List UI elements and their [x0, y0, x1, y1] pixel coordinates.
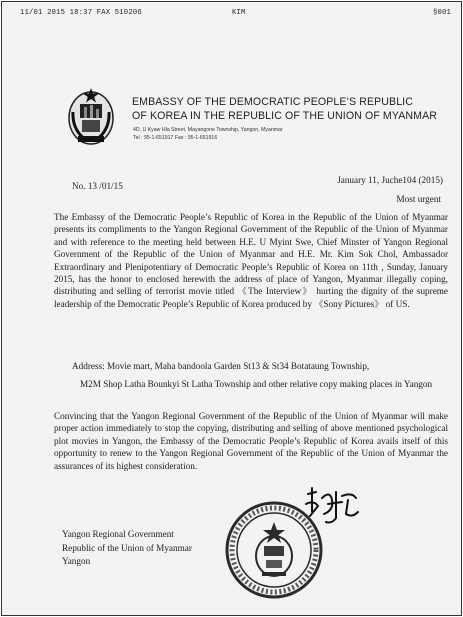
fax-page-number: §001	[432, 9, 451, 17]
recipient-block	[62, 528, 192, 569]
priority-label: Most urgent	[396, 194, 441, 204]
recipient-line-1: Yangon Regional Government	[62, 529, 174, 539]
letterhead-address: 4D, U Kyaw Hla Street, Mayangone Township, Yangon, Myanmar	[133, 127, 283, 133]
letterhead-line-1: EMBASSY OF THE DEMOCRATIC PEOPLE’S REPUBLIC	[132, 96, 413, 108]
letterhead-line-2: OF KOREA IN THE REPUBLIC OF THE UNION OF MYANMAR	[132, 110, 437, 122]
handwritten-signature-icon	[302, 484, 362, 536]
fax-timestamp: 11/01 2015 18:37 FAX 510206	[20, 9, 142, 17]
address-line-2: M2M Shop Latha Bounkyi St Latha Township and other relative copy making places in Yangon	[80, 379, 433, 389]
letterhead-phone: Tel : 95-1-651917 Fax : 95-1-651916	[133, 135, 218, 141]
fax-sender: KIM	[232, 9, 246, 17]
recipient-line-2: Republic of the Union of Myanmar	[62, 542, 192, 553]
fax-page	[1, 1, 462, 616]
recipient-line-3: Yangon	[62, 556, 91, 566]
dprk-emblem-icon	[66, 82, 116, 148]
reference-number: No. 13 /01/15	[72, 181, 123, 191]
body-paragraph-1: The Embassy of the Democratic People’s Republic of Korea in the Republic of the Union of Myanmar presents its compliments to the Yangon Regional Government of the Republic of the Union of Myanmar and with reference to the meeting held between H.E. U Myint Swe, Chief Minster of Yangon Regional Government of the Republic of the Union of Myanmar and H.E. Mr. Kim Sok Chol, Ambassador Extraordinary and Plenipotentiary of Democratic People’s Republic of Korea on 11th , Sunday, January 2015, has the honor to enclosed herewith the address of place of Yangon, Myanmar illegally coping, distributing and selling of terrorist movie titled 《The Interview》 hurting the dignity of the supreme leadership of the Democratic People’s Republic of Korea produced by 《Sony Pictures》 of US.	[54, 212, 448, 309]
body-paragraph-2: Convincing that the Yangon Regional Government of the Republic of the Union of Myanmar will make proper action immediately to stop the copying, distributing and selling of above mentioned psychological plot movies in Yangon, the Embassy of the Democratic People’s Republic of Korea avails itself of this opportunity to renew to the Yangon Regional Government of the Republic of the Union of Myanmar the assurances of its highest consideration.	[54, 411, 448, 471]
address-line-1: Address: Movie mart, Maha bandoola Garden St13 & St34 Botataung Township,	[72, 361, 370, 371]
fax-transmission-header	[20, 9, 451, 21]
letter-date: January 11, Juche104 (2015)	[337, 175, 443, 185]
